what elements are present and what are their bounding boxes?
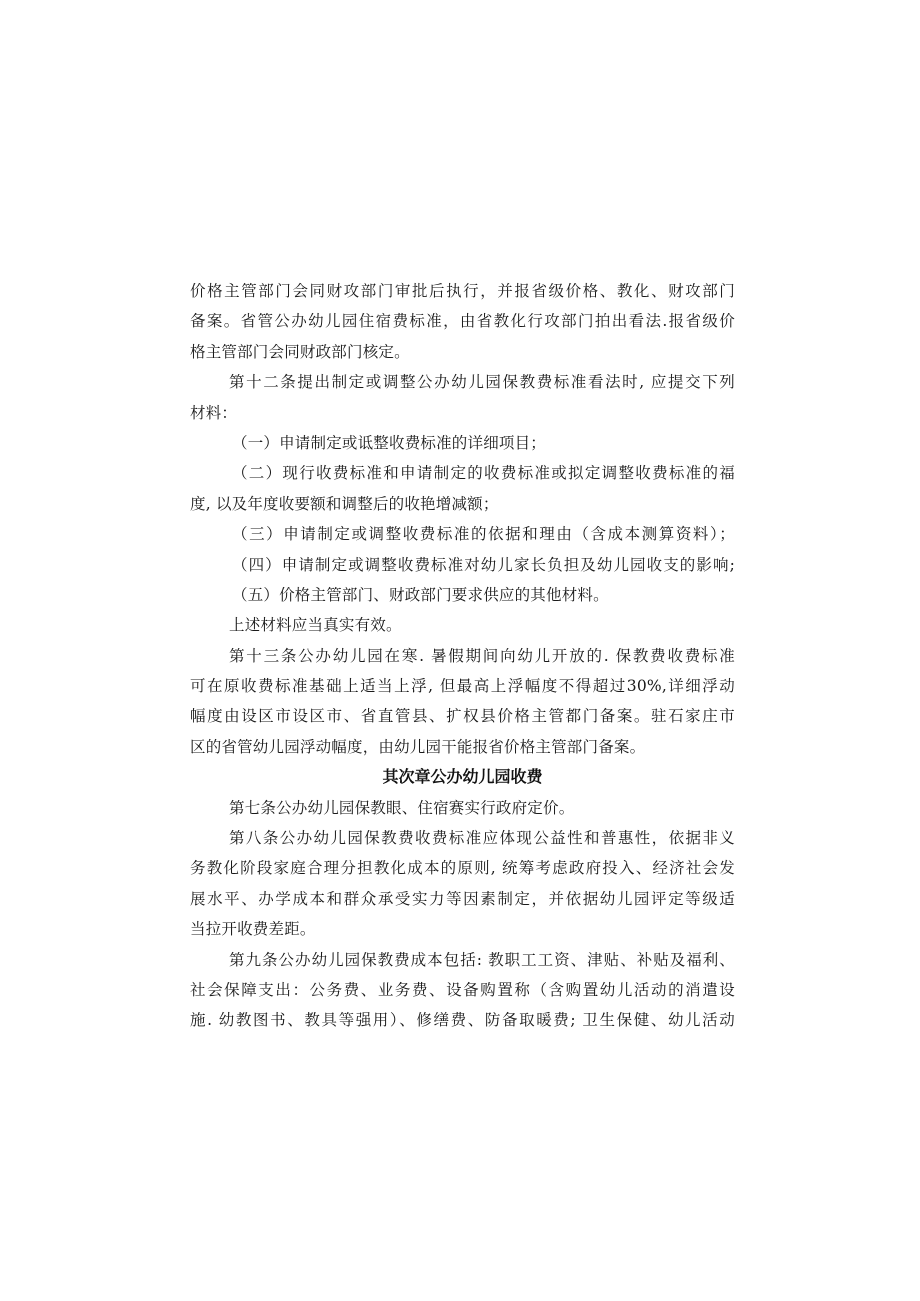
paragraph-line: 第九条公办幼儿园保教费成本包括: 教职工工资、津贴、补贴及福利、	[229, 950, 735, 969]
paragraph-line: 第十三条公办幼儿园在寒. 暑假期间向幼儿开放的. 保教费收费标准	[229, 646, 735, 665]
paragraph-line: 第七条公办幼儿园保教眼、住宿赛实行政府定价。	[229, 798, 575, 817]
paragraph-line: 材料：	[190, 403, 238, 422]
paragraph-line: 幅度由设区市设区市、省直管县、扩权县价格主管都门备案。驻石家庄市	[190, 707, 735, 726]
paragraph-line: 当拉开收费差距。	[190, 920, 316, 939]
list-item: （一）申请制定或诋整收费标准的详细项目；	[232, 433, 547, 452]
paragraph-line: 第十二条提出制定或调整公办幼儿园保教费标准看法时, 应提交下列	[229, 373, 735, 392]
paragraph-line: 展水平、办学成本和群众承受实力等因素制定，并依据幼儿园评定等级适	[190, 889, 735, 908]
paragraph-line: 备案。省管公办幼儿园住宿费标准，由省教化行攻部门拍出看法.报省级价	[190, 312, 735, 331]
paragraph-line: 社会保障支出：公务费、业务费、设备购置称（含购置幼儿活动的消遣设	[190, 980, 735, 999]
paragraph-line: 第八条公办幼儿园保教费收费标准应体现公益性和普惠性，依据非义	[229, 829, 735, 848]
paragraph-line: 度, 以及年度收要额和调整后的收艳增减额；	[190, 494, 499, 513]
paragraph-line: 价格主管部门会同财攻部门审批后执行，并报省级价格、教化、财攻部门	[190, 282, 735, 300]
chapter-heading: 其次章公办幼儿园收费	[382, 767, 543, 787]
paragraph-line: 格主管部门会同财政部门核定。	[190, 342, 410, 361]
paragraph-line: 区的省管幼儿园浮动幅度，由幼儿园干能报省价格主管部门备案。	[190, 737, 646, 756]
list-item: （四）申请制定或调整收费标准对幼儿家长负担及幼儿园收支的影响;	[232, 555, 735, 574]
list-item: （二）现行收费标准和申请制定的收费标准或拟定调整收费标准的福	[232, 464, 735, 483]
list-item: （五）价格主管部门、财政部门要求供应的其他材料。	[232, 585, 609, 604]
list-item: （三）申请制定或调整收费标准的依据和理由（含成本测算资料）；	[232, 525, 735, 544]
document-page	[190, 276, 735, 1036]
paragraph-line: 上述材料应当真实有效。	[229, 616, 402, 635]
paragraph-line: 可在原收费标准基础上适当上浮, 但最高上浮幅度不得超过30%,详细浮动	[190, 677, 735, 696]
paragraph-line: 务教化阶段家庭合理分担教化成本的原则, 统筹考虑政府投入、经济社会发	[190, 859, 735, 878]
paragraph-line: 施. 幼教图书、教具等强用）、修缮费、防备取暖费; 卫生保健、幼儿活动	[190, 1011, 735, 1030]
